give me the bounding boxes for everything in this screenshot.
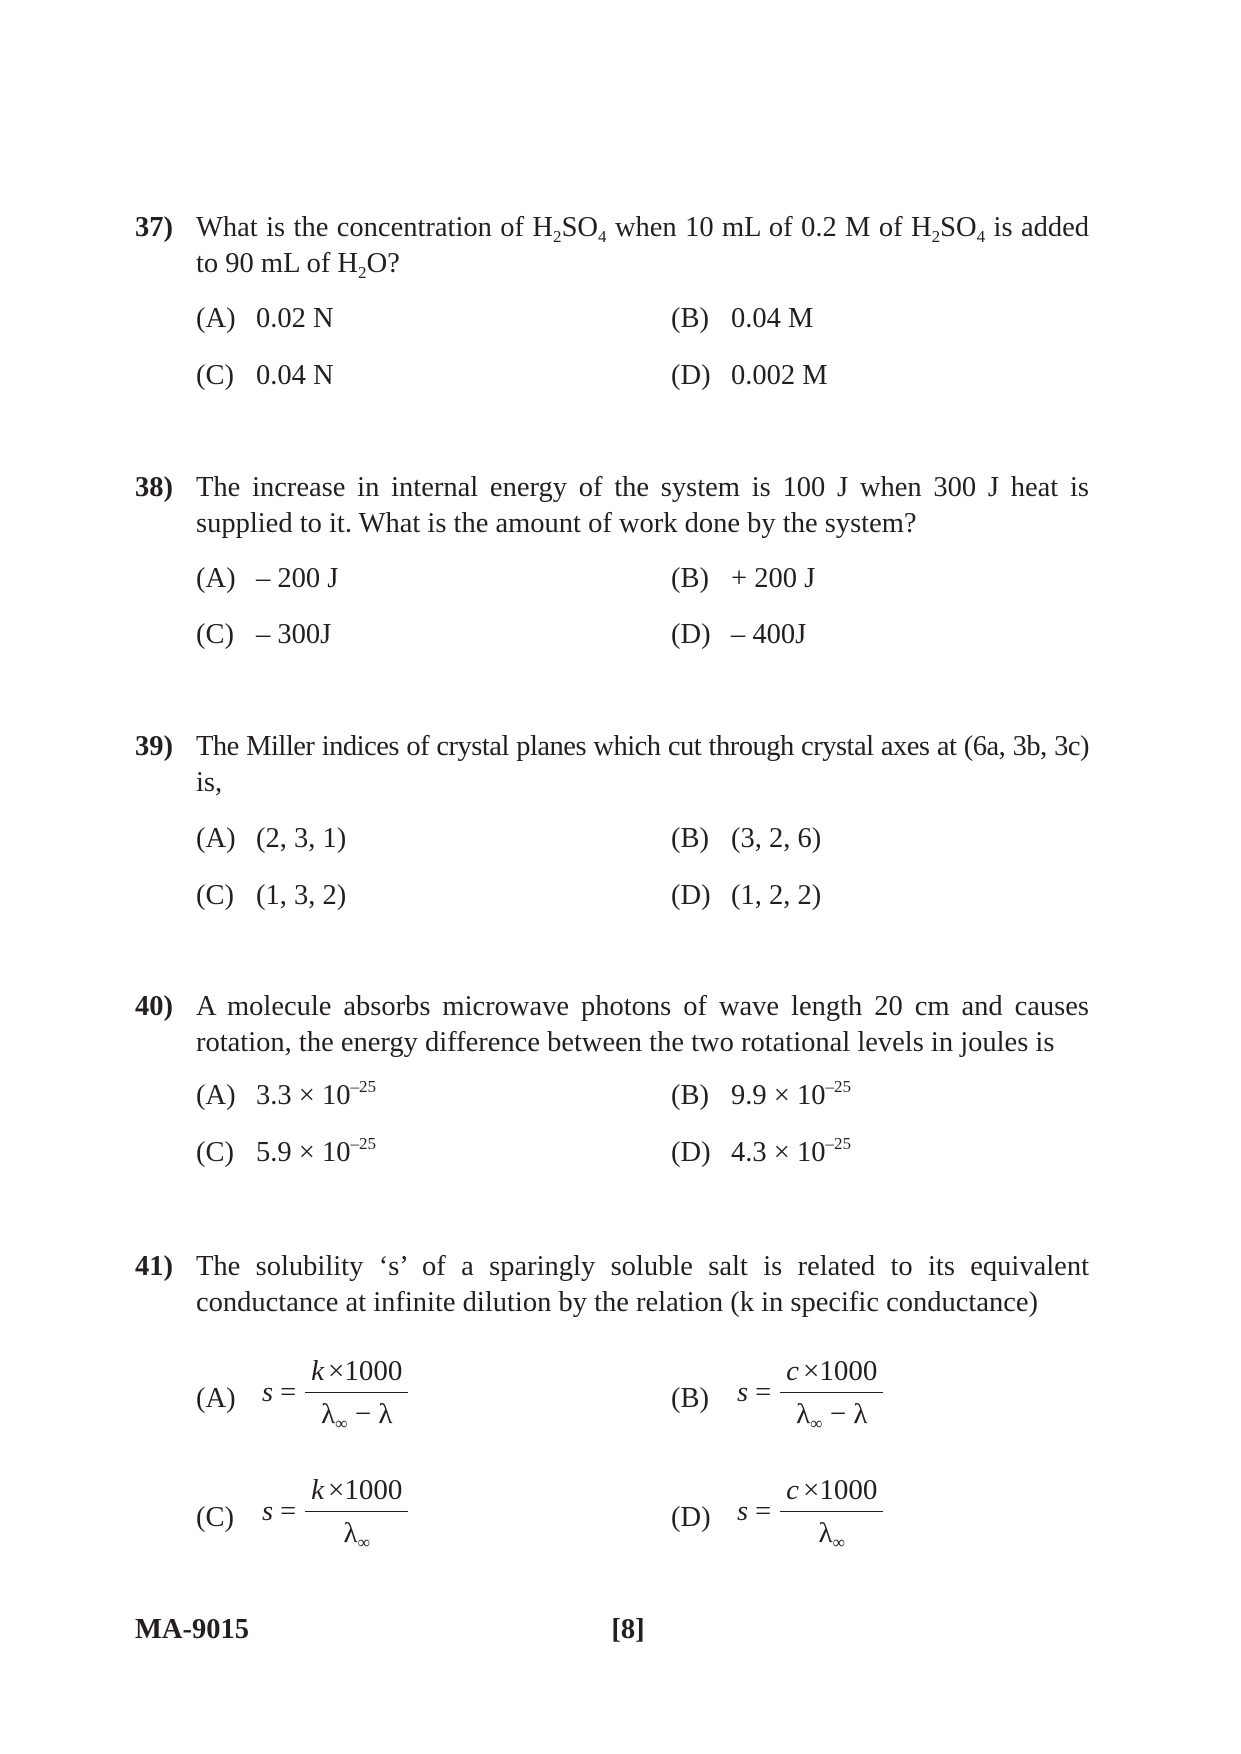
- option-label: (A): [196, 563, 236, 594]
- fraction: [780, 1474, 883, 1553]
- option-label: (C): [196, 619, 234, 650]
- question-text-line-1: The solubility ‘s’ of a sparingly soluble salt is related to its equivalent: [196, 1251, 1089, 1282]
- denominator-symbol: λ: [796, 1398, 811, 1431]
- option-c: [196, 358, 334, 394]
- option-label: (D): [671, 360, 711, 391]
- denominator-subscript: ∞: [832, 1532, 846, 1553]
- option-d: [671, 1135, 851, 1171]
- subscript: 4: [598, 226, 607, 246]
- option-label: (B): [671, 823, 709, 854]
- option-a: [196, 1078, 376, 1114]
- option-label: (A): [196, 1383, 236, 1414]
- option-c: [196, 878, 346, 914]
- option-label: (D): [671, 1137, 711, 1168]
- question-text-segment: SO: [561, 212, 598, 243]
- option-b: [671, 821, 821, 857]
- option-label: (B): [671, 303, 709, 334]
- option-label: (D): [671, 619, 711, 650]
- option-text: 0.002 M: [731, 360, 828, 391]
- option-c: [196, 1464, 408, 1560]
- denominator-subscript: ∞: [810, 1413, 823, 1434]
- option-text: 0.02 N: [256, 303, 334, 334]
- denominator-rest: − λ: [822, 1398, 868, 1431]
- option-label: (D): [671, 880, 711, 911]
- equals-sign: =: [280, 1377, 297, 1408]
- option-d: [671, 878, 821, 914]
- numerator-factor: ×1000: [803, 1355, 878, 1388]
- option-exponent: –25: [825, 1134, 852, 1154]
- question-text-line-2: conductance at infinite dilution by the relation (k in specific conductance): [196, 1287, 1039, 1318]
- option-label: (A): [196, 303, 236, 334]
- question-number: 37): [135, 212, 173, 243]
- numerator-factor: ×1000: [803, 1474, 878, 1507]
- option-mantissa: 3.3 × 10: [256, 1080, 351, 1111]
- denominator-subscript: ∞: [335, 1413, 348, 1434]
- numerator-factor: ×1000: [328, 1355, 403, 1388]
- denominator-symbol: λ: [321, 1398, 336, 1431]
- option-label: (B): [671, 1383, 709, 1414]
- option-exponent: –25: [350, 1134, 377, 1154]
- option-a: [196, 1345, 408, 1441]
- denominator-rest: − λ: [347, 1398, 393, 1431]
- formula-lhs: s: [737, 1377, 749, 1408]
- question-text-line-1: The Miller indices of crystal planes which cut through crystal axes at (6a, 3b, 3c): [196, 731, 1089, 762]
- option-label: (D): [671, 1502, 711, 1533]
- option-exponent: –25: [350, 1077, 377, 1097]
- subscript: 2: [358, 262, 367, 282]
- equals-sign: =: [755, 1377, 772, 1408]
- fraction-denominator: [315, 1393, 398, 1434]
- question-text-line-2: [196, 246, 1089, 282]
- option-d: [671, 617, 806, 653]
- numerator-variable: k: [311, 1355, 325, 1388]
- formula-lhs: s: [737, 1496, 749, 1527]
- option-text: (3, 2, 6): [731, 823, 822, 854]
- question-text-segment: SO: [940, 212, 977, 243]
- option-text: + 200 J: [731, 563, 816, 594]
- fraction-denominator: [790, 1393, 873, 1434]
- option-text: (2, 3, 1): [256, 823, 347, 854]
- question-text-segment: when 10 mL of 0.2 M of H: [606, 212, 932, 243]
- option-a: [196, 561, 338, 597]
- page-number: [8]: [611, 1614, 645, 1645]
- option-a: [196, 301, 334, 337]
- option-b: [671, 301, 813, 337]
- denominator-subscript: ∞: [357, 1532, 371, 1553]
- subscript: 2: [553, 226, 562, 246]
- option-b: [671, 1078, 851, 1114]
- option-c: [196, 617, 331, 653]
- option-label: (C): [196, 1137, 234, 1168]
- option-mantissa: 5.9 × 10: [256, 1137, 351, 1168]
- denominator-symbol: λ: [343, 1517, 358, 1550]
- fraction-numerator: [780, 1356, 883, 1391]
- formula-lhs: s: [262, 1496, 274, 1527]
- question-text-segment: is added: [985, 212, 1090, 243]
- paper-code: MA-9015: [135, 1614, 249, 1645]
- question-number: 39): [135, 731, 173, 762]
- question-text-line-1: [196, 210, 1089, 246]
- option-text: – 400J: [731, 619, 807, 650]
- option-label: (B): [671, 563, 709, 594]
- subscript: 4: [976, 226, 986, 246]
- subscript: 2: [931, 226, 941, 246]
- option-label: (A): [196, 1080, 236, 1111]
- option-text: 0.04 N: [256, 360, 334, 391]
- option-c: [196, 1135, 376, 1171]
- question-number: 38): [135, 472, 173, 503]
- fraction: [305, 1355, 408, 1434]
- question-text-segment: to 90 mL of H: [196, 248, 359, 279]
- numerator-variable: k: [311, 1474, 325, 1507]
- option-label: (B): [671, 1080, 709, 1111]
- formula-lhs: s: [262, 1377, 274, 1408]
- question-number: 40): [135, 991, 173, 1022]
- option-text: (1, 3, 2): [256, 880, 347, 911]
- numerator-variable: c: [786, 1474, 800, 1507]
- question-text-line-2: is,: [196, 767, 223, 798]
- option-label: (C): [196, 1502, 234, 1533]
- option-d: [671, 1464, 883, 1560]
- question-text-line-2: supplied to it. What is the amount of work done by the system?: [196, 508, 917, 539]
- option-d: [671, 358, 828, 394]
- numerator-factor: ×1000: [328, 1474, 403, 1507]
- option-text: – 200 J: [256, 563, 339, 594]
- question-text-segment: O?: [366, 248, 400, 279]
- option-b: [671, 561, 815, 597]
- question-text-line-1: The increase in internal energy of the system is 100 J when 300 J heat is: [196, 472, 1089, 503]
- fraction-numerator: [305, 1475, 408, 1510]
- option-label: (C): [196, 880, 234, 911]
- option-exponent: –25: [825, 1077, 852, 1097]
- question-number: 41): [135, 1251, 173, 1282]
- option-mantissa: 9.9 × 10: [731, 1080, 826, 1111]
- option-mantissa: 4.3 × 10: [731, 1137, 826, 1168]
- option-text: (1, 2, 2): [731, 880, 822, 911]
- question-text-segment: What is the concentration of H: [196, 212, 554, 243]
- fraction: [780, 1355, 883, 1434]
- option-b: [671, 1345, 883, 1441]
- question-text-line-2: rotation, the energy difference between the two rotational levels in joules is: [196, 1027, 1055, 1058]
- equals-sign: =: [280, 1496, 297, 1527]
- option-text: 0.04 M: [731, 303, 814, 334]
- option-label: (A): [196, 823, 236, 854]
- numerator-variable: c: [786, 1355, 800, 1388]
- fraction-numerator: [780, 1475, 883, 1510]
- denominator-symbol: λ: [818, 1517, 833, 1550]
- fraction: [305, 1474, 408, 1553]
- option-label: (C): [196, 360, 234, 391]
- option-a: [196, 821, 346, 857]
- question-text-line-1: A molecule absorbs microwave photons of wave length 20 cm and causes: [196, 991, 1089, 1022]
- fraction-denominator: [813, 1512, 851, 1553]
- fraction-numerator: [305, 1356, 408, 1391]
- equals-sign: =: [755, 1496, 772, 1527]
- fraction-denominator: [338, 1512, 376, 1553]
- option-text: – 300J: [256, 619, 332, 650]
